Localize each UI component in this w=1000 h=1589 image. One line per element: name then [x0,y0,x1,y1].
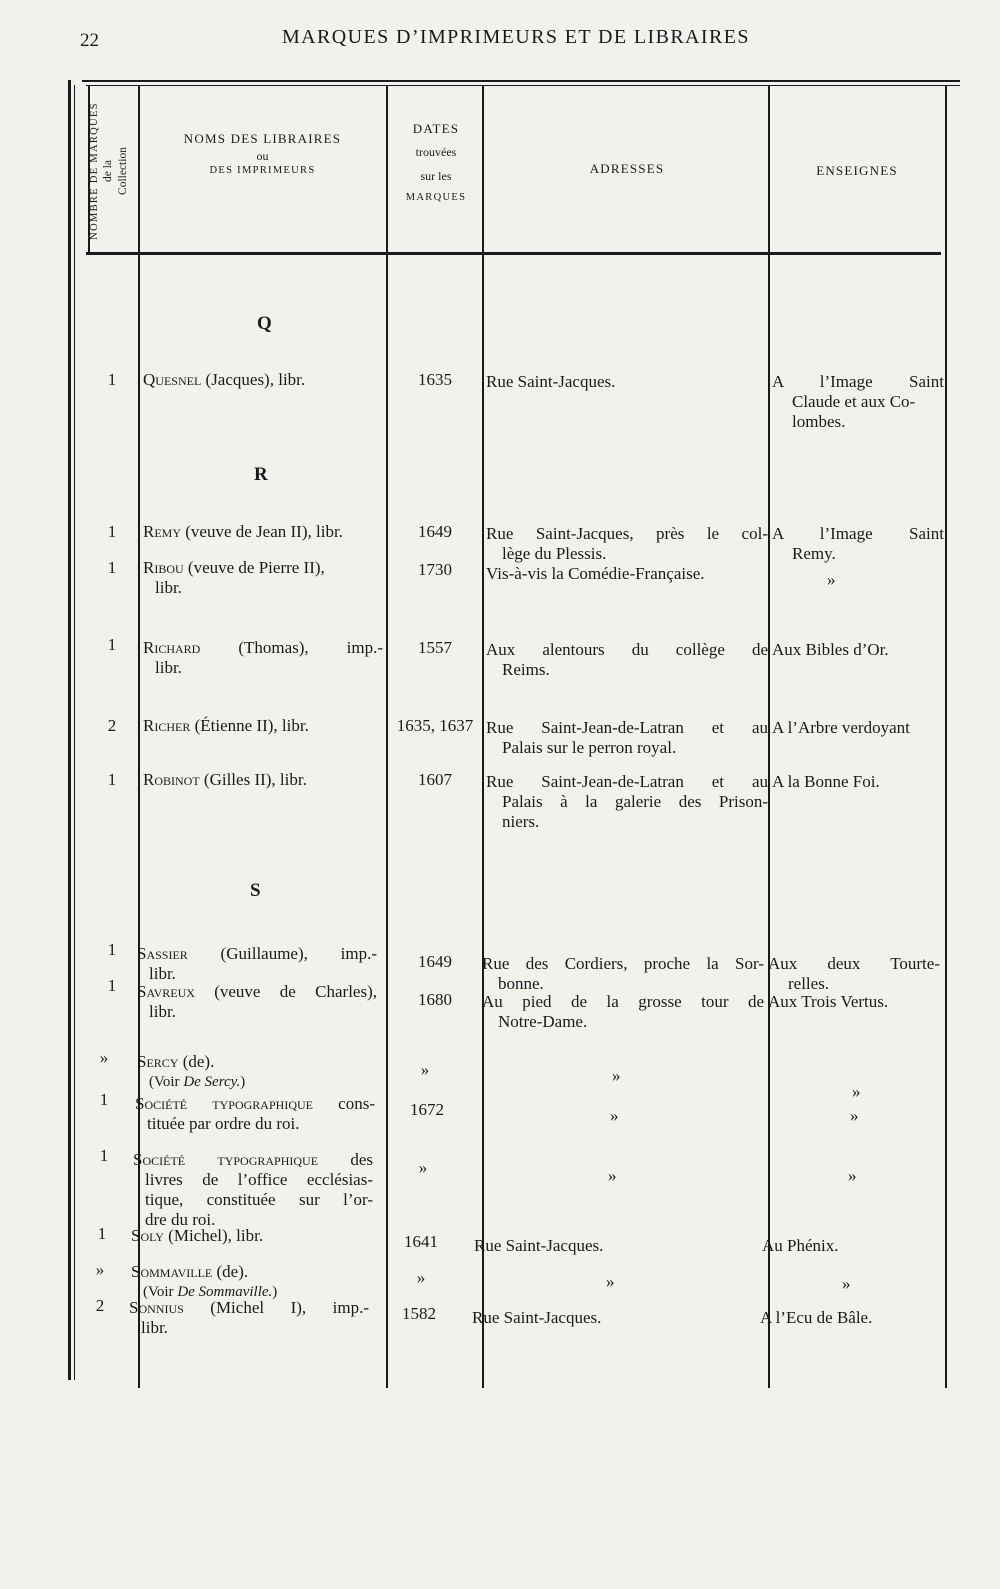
row-name: Savreux (veuve de Charles), libr. [137,982,377,1021]
row-sign: A l’Image Saint Claude et aux Co- lombes. [772,372,944,431]
row-address: Rue Saint-Jacques. [486,372,616,391]
row-name: Sonnius (Michel I), imp.- libr. [129,1298,369,1337]
row-count: 1 [107,558,117,577]
row-sign: Aux deux Tourte- relles. [768,954,940,993]
row-name: Robinot (Gilles II), libr. [143,770,307,789]
header-addresses: ADRESSES [589,161,665,176]
column-rule-3 [386,86,388,1388]
row-count: » [99,1048,109,1067]
header-names: NOMS DES LIBRAIRES ou DES IMPRIMEURS [183,131,342,176]
row-name: Sassier (Guillaume), imp.- libr. [137,944,377,983]
row-address: Rue des Cordiers, proche la Sor- bonne. [482,954,764,993]
column-rule-6 [945,86,947,1388]
row-name: Richer (Étienne II), libr. [143,716,309,735]
row-count: 1 [99,1090,109,1109]
running-head: MARQUES D’IMPRIMEURS ET DE LIBRAIRES [282,26,750,48]
row-count: 1 [107,370,117,389]
row-name: Soly (Michel), libr. [131,1226,264,1245]
row-name: Sommaville (de). (Voir De Sommaville.) [131,1262,278,1300]
row-address: Aux alentours du collège de Reims. [486,640,768,679]
row-date: 1680 [418,990,452,1009]
row-name: Sercy (de). (Voir De Sercy.) [137,1052,246,1090]
row-date: » [418,1158,428,1177]
row-address: » [610,1106,619,1125]
row-date: 1649 [418,952,452,971]
row-count: 1 [99,1146,109,1165]
row-date: 1635, 1637 [396,716,474,735]
row-sign: Au Phénix. [762,1236,839,1255]
row-name: Société typographique cons- tituée par ordre du roi. [135,1094,376,1133]
page-number: 22 [80,30,99,51]
row-address: » [606,1272,615,1291]
row-address: Au pied de la grosse tour de Notre-Dame. [482,992,764,1031]
row-count: 1 [107,940,117,959]
row-count: 1 [107,635,117,654]
row-date: 1582 [402,1304,436,1323]
column-rule-4 [482,86,484,1388]
outer-left-rule [68,80,71,1380]
row-sign: » [848,1166,857,1185]
section-letter-q: Q [257,313,272,334]
row-name: Remy (veuve de Jean II), libr. [143,522,343,541]
row-date: 1641 [404,1232,438,1251]
row-address: » [612,1066,621,1085]
header-dates: DATES trouvées sur les MARQUES [405,121,467,204]
column-rule-5 [768,86,770,1388]
row-name: Société typographique des livres de l’office ecclésias- tique, constituée sur l’or- dre du roi. [133,1150,373,1229]
header-signs: ENSEIGNES [816,163,898,178]
row-sign: Aux Trois Vertus. [768,992,889,1011]
section-letter-r: R [254,464,268,485]
outer-left-rule-inner [74,85,75,1380]
row-sign: A l’Ecu de Bâle. [760,1308,873,1327]
header-rule [86,252,941,255]
row-date: 1672 [410,1100,444,1119]
row-name: Ribou (veuve de Pierre II), libr. [143,558,325,597]
row-sign: » [850,1106,859,1125]
row-address: Rue Saint-Jacques. [472,1308,602,1327]
row-date: 1557 [418,638,452,657]
row-date: 1607 [418,770,452,789]
row-address: Vis-à-vis la Comédie-Française. [486,564,705,583]
row-count: 2 [95,1296,105,1315]
header-count: NOMBRE DE MARQUES de la Collection [89,102,129,240]
row-sign: A l’Arbre verdoyant [772,718,910,737]
row-sign: A la Bonne Foi. [772,772,880,791]
row-date: » [420,1060,430,1079]
row-count: » [95,1260,105,1279]
row-sign: » [852,1082,861,1101]
row-sign: Aux Bibles d’Or. [772,640,889,659]
row-date: 1635 [418,370,452,389]
row-date: 1730 [418,560,452,579]
row-address: Rue Saint-Jean-de-Latran et au Palais sur le perron royal. [486,718,768,757]
row-date: » [416,1268,426,1287]
row-count: 1 [107,976,117,995]
row-address: Rue Saint-Jacques. [474,1236,604,1255]
row-sign: » [842,1274,851,1293]
row-address: » [608,1166,617,1185]
row-sign: A l’Image Saint Remy. [772,524,944,563]
top-rule [82,80,960,82]
row-sign: » [827,570,836,589]
row-name: Quesnel (Jacques), libr. [143,370,306,389]
row-address: Rue Saint-Jacques, près le col- lège du Plessis. [486,524,768,563]
row-count: 2 [107,716,117,735]
row-count: 1 [107,770,117,789]
row-date: 1649 [418,522,452,541]
row-address: Rue Saint-Jean-de-Latran et au Palais à la galerie des Prison- niers. [486,772,768,831]
section-letter-s: S [250,880,261,901]
top-rule-inner [86,85,960,86]
row-count: 1 [97,1224,107,1243]
row-name: Richard (Thomas), imp.- libr. [143,638,383,677]
row-count: 1 [107,522,117,541]
